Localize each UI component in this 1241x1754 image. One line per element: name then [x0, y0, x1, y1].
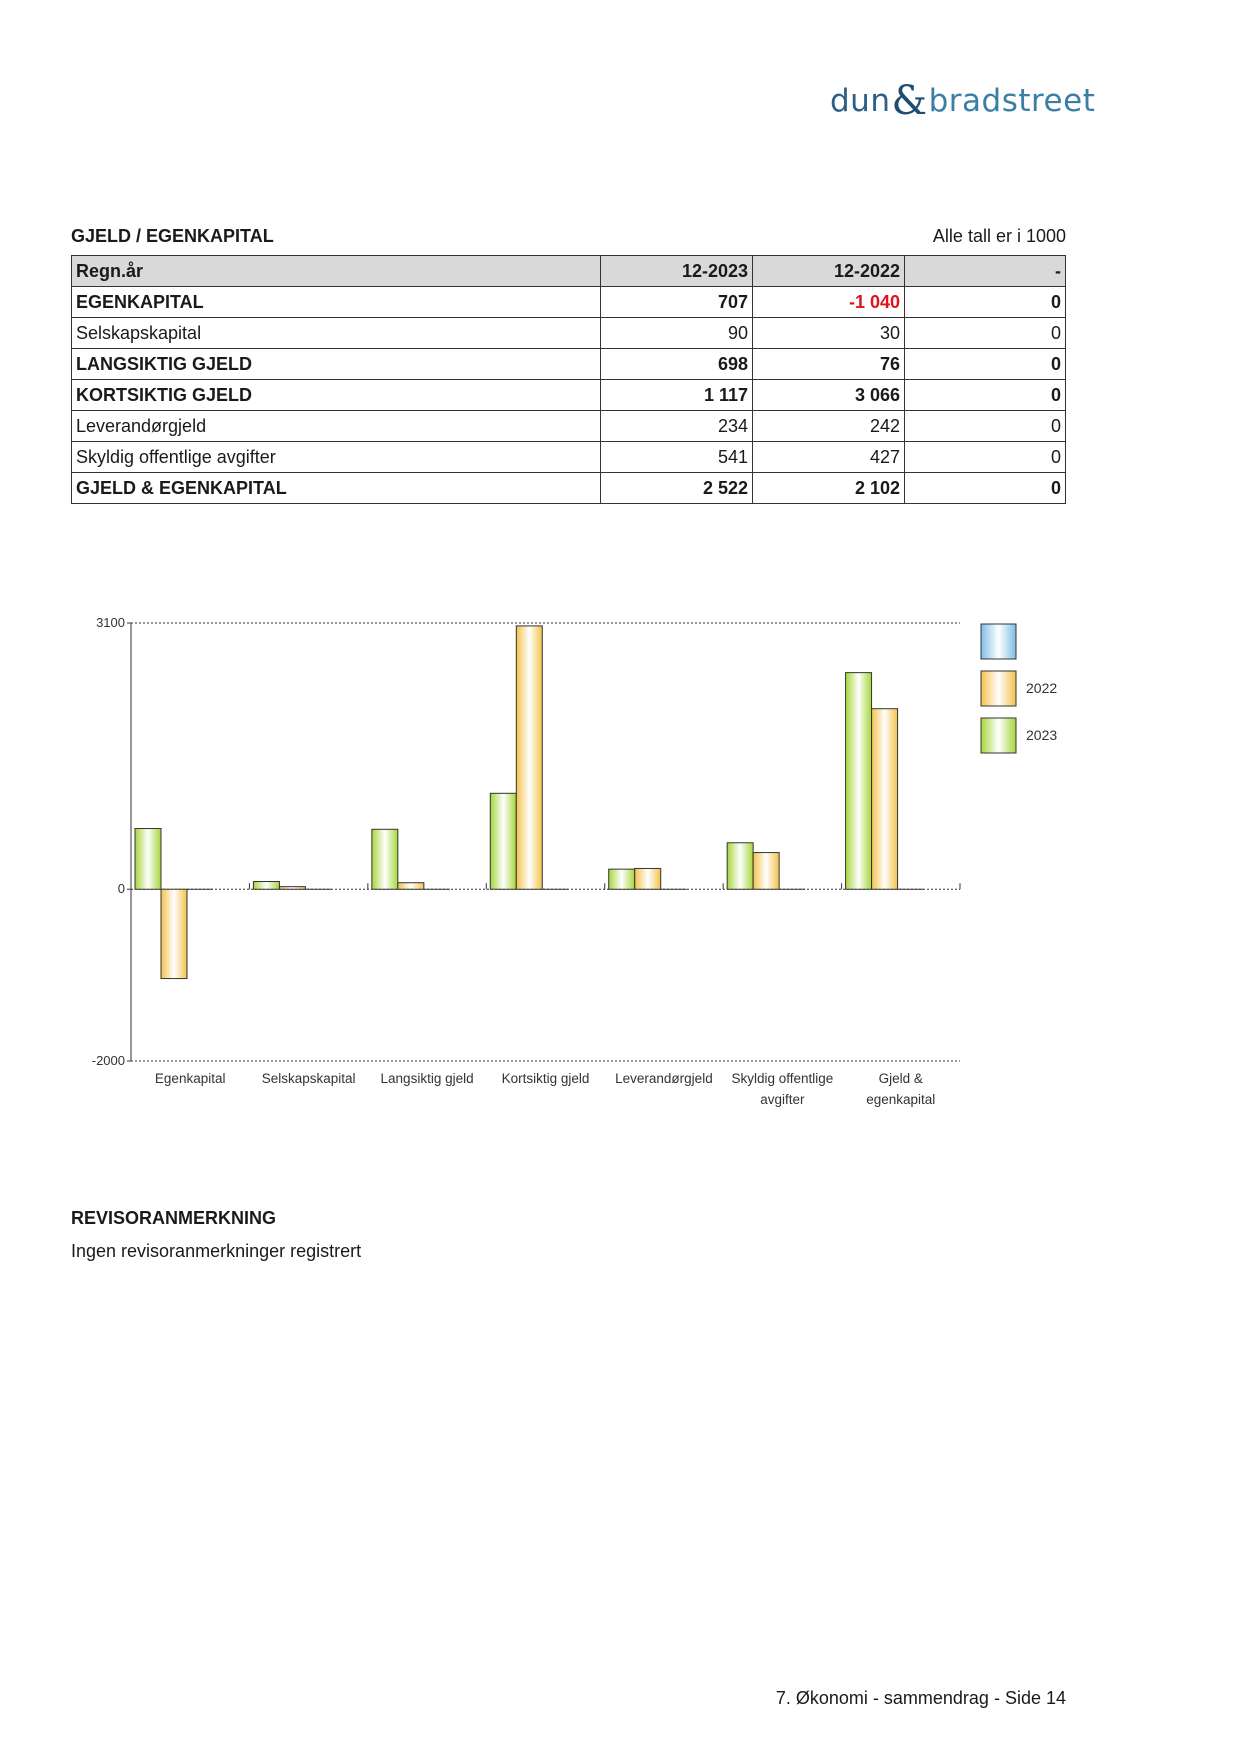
- logo-ampersand: &: [891, 78, 928, 124]
- y-tick-label: 3100: [96, 615, 125, 630]
- bar-2023: [490, 793, 516, 889]
- legend-label: 2023: [1026, 727, 1058, 743]
- x-tick-label: Kortsiktig gjeld: [501, 1071, 590, 1086]
- cell-2022: 3 066: [753, 380, 905, 411]
- row-label: KORTSIKTIG GJELD: [72, 380, 601, 411]
- cell-x: 0: [905, 318, 1066, 349]
- logo-text-bradstreet: bradstreet: [928, 83, 1096, 119]
- cell-x: 0: [905, 349, 1066, 380]
- row-label: Leverandørgjeld: [72, 411, 601, 442]
- x-tick-label: Langsiktig gjeld: [380, 1071, 474, 1086]
- page-footer: 7. Økonomi - sammendrag - Side 14: [775, 1688, 1066, 1708]
- cell-2023: 707: [601, 287, 753, 318]
- cell-2022: 427: [753, 442, 905, 473]
- bar-2022: [398, 883, 424, 890]
- bar-2023: [846, 673, 872, 890]
- cell-x: 0: [905, 473, 1066, 504]
- header-label: Regn.år: [72, 256, 601, 287]
- logo-text-dun: dun: [830, 83, 891, 119]
- cell-2022: 2 102: [753, 473, 905, 504]
- section-title: GJELD / EGENKAPITAL: [71, 226, 274, 246]
- cell-x: 0: [905, 411, 1066, 442]
- bar-2022: [753, 853, 779, 890]
- remarks-title: REVISORANMERKNING: [71, 1208, 277, 1228]
- y-tick-label: 0: [117, 881, 125, 897]
- bar-2023: [372, 829, 398, 889]
- x-tick-label: avgifter: [760, 1092, 805, 1107]
- bar-2023: [727, 843, 753, 889]
- header-2022: 12-2022: [753, 256, 905, 287]
- cell-x: 0: [905, 287, 1066, 318]
- cell-2023: 234: [601, 411, 753, 442]
- x-tick-label: Selskapskapital: [261, 1071, 356, 1086]
- x-tick-label: Gjeld &: [878, 1071, 923, 1086]
- bar-2022: [161, 889, 187, 978]
- cell-x: 0: [905, 380, 1066, 411]
- x-tick-label: egenkapital: [866, 1092, 936, 1107]
- bar-2022: [872, 709, 898, 890]
- bar-2022: [279, 887, 305, 890]
- header-2023: 12-2023: [601, 256, 753, 287]
- row-label: LANGSIKTIG GJELD: [72, 349, 601, 380]
- cell-2022: 76: [753, 349, 905, 380]
- header-empty-year: -: [905, 256, 1066, 287]
- row-label: EGENKAPITAL: [72, 287, 601, 318]
- bar-2023: [609, 869, 635, 889]
- row-label: Skyldig offentlige avgifter: [72, 442, 601, 473]
- bar-2023: [253, 882, 279, 890]
- bar-2022: [516, 626, 542, 889]
- y-tick-label: -2000: [91, 1053, 125, 1068]
- cell-2023: 90: [601, 318, 753, 349]
- row-label: GJELD & EGENKAPITAL: [72, 473, 601, 504]
- legend-swatch: [981, 718, 1016, 753]
- bar-2023: [135, 829, 161, 890]
- x-tick-label: Leverandørgjeld: [615, 1071, 713, 1086]
- cell-2023: 698: [601, 349, 753, 380]
- remarks-text: Ingen revisoranmerkninger registrert: [71, 1241, 362, 1261]
- cell-2022: 30: [753, 318, 905, 349]
- row-label: Selskapskapital: [72, 318, 601, 349]
- legend-swatch: [981, 671, 1016, 706]
- cell-2023: 1 117: [601, 380, 753, 411]
- cell-2023: 541: [601, 442, 753, 473]
- bar-2022: [635, 868, 661, 889]
- cell-2022: -1 040: [753, 287, 905, 318]
- unit-note: Alle tall er i 1000: [932, 226, 1066, 246]
- cell-2023: 2 522: [601, 473, 753, 504]
- x-tick-label: Egenkapital: [154, 1071, 226, 1086]
- cell-x: 0: [905, 442, 1066, 473]
- legend-swatch: [981, 624, 1016, 659]
- legend-label: 2022: [1026, 680, 1058, 696]
- cell-2022: 242: [753, 411, 905, 442]
- x-tick-label: Skyldig offentlige: [731, 1071, 834, 1086]
